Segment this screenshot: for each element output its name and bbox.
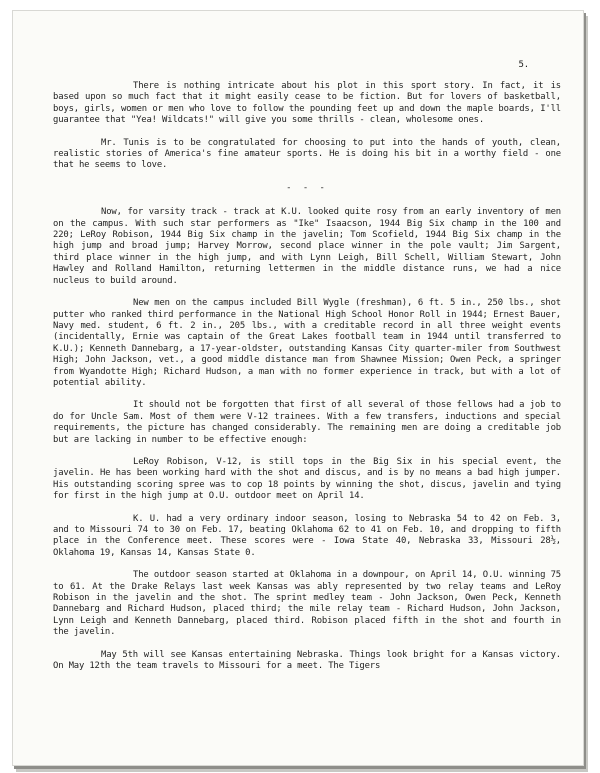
- paragraph-plot: There is nothing intricate about his plot in this sport story. In fact, it is based upon so much fact that it might easily cease to be fiction. But for lovers of basketball, boys, girls, women or men who love to follow the pounding feet up and down the maple boards, I'll guarantee that "Yea! Wildcats!" will give you some thrills - clean, wholesome ones.: [53, 81, 561, 126]
- paragraph-new-men: New men on the campus included Bill Wygle (freshman), 6 ft. 5 in., 250 lbs., shot putter who ranked third performance in the National High School Honor Roll in 1944; Ernest Bauer, Navy med. student, 6 ft. 2 in., 205 lbs., with a creditable record in all three weight events (incidentally, Ernie was captain of the Great Lakes football team in 1944 until transferred to K.U.); Kenneth Dannebarg, a 17-year-oldster, outstanding Kansas City quarter-miler from Southwest High; John Jackson, vet., a good middle distance man from Shawnee Mission; Owen Peck, a springer from Wyandotte High; Richard Hudson, a man with no former experience in track, but with a lot of potential ability.: [53, 298, 561, 388]
- page-content: [13, 11, 583, 765]
- document-page: [12, 10, 584, 766]
- paragraph-outdoor-season: The outdoor season started at Oklahoma in a downpour, on April 14, O.U. winning 75 to 61. At the Drake Relays last week Kansas was ably represented by two relay teams and LeRoy Robison in the javelin and the shot. The sprint medley team - John Jackson, Owen Peck, Kenneth Dannebarg and Richard Hudson, placed third; the mile relay team - Richard Hudson, John Jackson, Lynn Leigh and Kenneth Dannebarg, placed third. Robison placed fifth in the shot and fourth in the javelin.: [53, 570, 561, 638]
- paragraph-varsity-track: Now, for varsity track - track at K.U. looked quite rosy from an early inventory of men on the campus. With such star performers as "Ike" Isaacson, 1944 Big Six champ in the 100 and 220; LeRoy Robison, 1944 Big Six champ in the javelin; Tom Scofield, 1944 Big Six champ in the high jump and broad jump; Harvey Morrow, second place winner in the pole vault; Jim Sargent, third place winner in the high jump, and with Lynn Leigh, Bill Schell, William Stewart, John Hawley and Rolland Hamilton, returning lettermen in the middle distance runs, we had a nice nucleus to build around.: [53, 207, 561, 286]
- paragraph-robison: LeRoy Robison, V-12, is still tops in the Big Six in his special event, the javelin. He has been working hard with the shot and discus, and is by no means a bad high jumper. His outstanding scoring spree was to cop 18 points by winning the shot, discus, javelin and tying for first in the high jump at O.U. outdoor meet on April 14.: [53, 456, 561, 502]
- page-number: 5.: [518, 60, 529, 70]
- paragraph-tunis: Mr. Tunis is to be congratulated for choosing to put into the hands of youth, clean, realistic stories of America's fine amateur sports. He is doing his bit in a worthy field - one that he seems to love.: [53, 137, 561, 171]
- paragraph-may-schedule: May 5th will see Kansas entertaining Nebraska. Things look bright for a Kansas victory. On May 12th the team travels to Missouri for a meet. The Tigers: [53, 649, 561, 672]
- document-body: [53, 81, 561, 683]
- section-separator: - - -: [286, 182, 328, 193]
- paragraph-uncle-sam: It should not be forgotten that first of all several of those fellows had a job to do for Uncle Sam. Most of them were V-12 trainees. With a few transfers, inductions and special requirements, the picture has changed considerably. The remaining men are doing a creditable job but are lacking in number to be effective enough:: [53, 400, 561, 445]
- paragraph-indoor-season: K. U. had a very ordinary indoor season, losing to Nebraska 54 to 42 on Feb. 3, and to Missouri 74 to 30 on Feb. 17, beating Oklahoma 62 to 41 on Feb. 10, and dropping to fifth place in the Conference meet. These scores were - Iowa State 40, Nebraska 33, Missouri 28½, Oklahoma 19, Kansas 14, Kansas State 0.: [53, 513, 561, 558]
